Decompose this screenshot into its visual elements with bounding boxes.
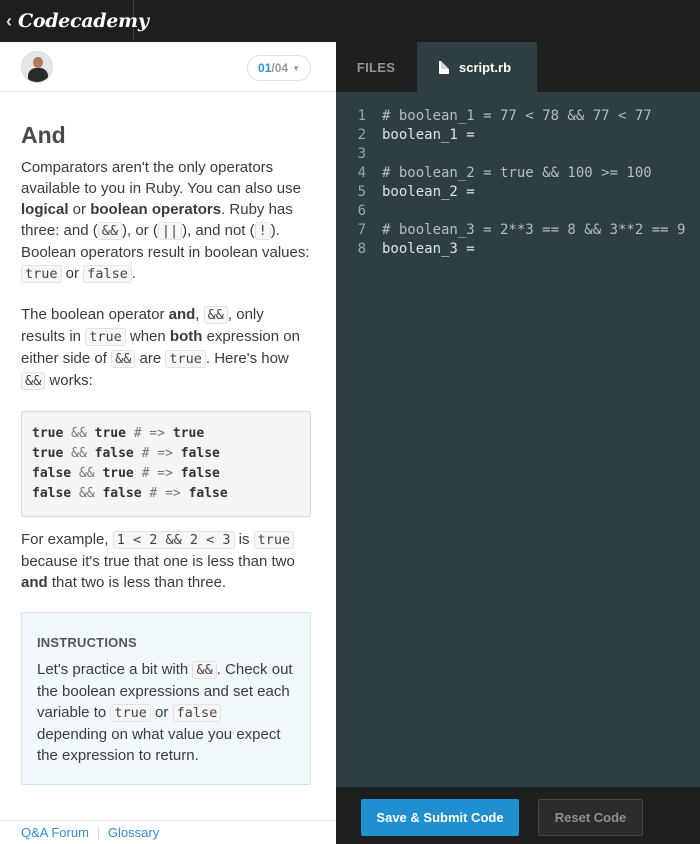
- footer-divider: [98, 826, 99, 840]
- text: , only results in: [21, 306, 264, 345]
- reset-code-button[interactable]: Reset Code: [538, 799, 643, 836]
- code-line: [32, 484, 300, 504]
- code-token: &&: [63, 446, 95, 461]
- code-token: false: [32, 486, 72, 501]
- instructions-box: [21, 612, 311, 785]
- code-token: false: [180, 466, 220, 481]
- code-editor[interactable]: [336, 107, 700, 259]
- text: is: [234, 531, 254, 548]
- bold-text: both: [169, 328, 203, 345]
- line-number: 1: [357, 108, 366, 124]
- inline-code: false: [83, 265, 132, 283]
- code-token: false: [102, 486, 142, 501]
- inline-code: &&: [98, 222, 122, 240]
- text: The boolean operator: [21, 306, 169, 323]
- line-text[interactable]: boolean_2 =: [382, 184, 484, 200]
- code-token: false: [94, 446, 134, 461]
- inline-code: &&: [111, 350, 135, 368]
- inline-code: &&: [192, 661, 216, 679]
- inline-code: true: [21, 265, 62, 283]
- lesson-body: [0, 122, 336, 785]
- paragraph-intro: [21, 157, 311, 285]
- bold-text: logical: [21, 201, 69, 218]
- inline-code: ||: [158, 222, 182, 240]
- text: because it's true that one is less than two: [21, 553, 295, 570]
- inline-code: false: [173, 704, 222, 722]
- text: ,: [195, 306, 204, 323]
- file-icon: [439, 61, 449, 74]
- text: works:: [45, 372, 93, 389]
- line-number: 3: [357, 146, 366, 162]
- code-line: [32, 464, 300, 484]
- line-text[interactable]: [366, 202, 382, 221]
- inline-code: true: [165, 350, 206, 368]
- brand-logo: Codecademy: [18, 10, 149, 32]
- avatar-head: [33, 57, 43, 68]
- bold-text: boolean operators: [90, 201, 222, 218]
- editor-tabs: [336, 42, 700, 92]
- line-number: 6: [357, 203, 366, 219]
- code-token: true: [32, 446, 64, 461]
- line-number: 5: [357, 184, 366, 200]
- save-submit-button[interactable]: Save & Submit Code: [361, 799, 519, 836]
- text: or: [68, 201, 91, 218]
- editor-line: [336, 126, 700, 145]
- line-text[interactable]: # boolean_1 = 77 < 78 && 77 < 77: [382, 108, 652, 124]
- text: ). Boolean operators result in boolean values:: [21, 222, 310, 261]
- brand-home-link[interactable]: [0, 0, 149, 42]
- inline-code: true: [254, 531, 295, 549]
- line-number: 8: [357, 241, 366, 257]
- avatar-body: [28, 68, 48, 83]
- tab-files[interactable]: FILES: [356, 59, 396, 75]
- editor-line: [336, 202, 700, 221]
- line-text[interactable]: boolean_3 =: [382, 241, 484, 257]
- line-number: 2: [357, 127, 366, 143]
- caret-down-icon: ▼: [292, 63, 300, 73]
- code-line: [32, 444, 300, 464]
- text: Let's practice a bit with: [37, 661, 193, 678]
- code-token: # =>: [133, 466, 181, 481]
- code-line: [32, 424, 300, 444]
- tab-script-rb[interactable]: [417, 42, 537, 92]
- editor-line: [336, 221, 700, 240]
- lesson-footer: [0, 820, 336, 844]
- line-number: 4: [357, 165, 366, 181]
- text: expression on either side of: [21, 328, 300, 367]
- text: . Ruby has three: and (: [21, 201, 293, 239]
- editor-line: [336, 240, 700, 259]
- code-token: false: [32, 466, 72, 481]
- code-token: &&: [71, 486, 103, 501]
- editor-line: [336, 183, 700, 202]
- editor-line: [336, 145, 700, 164]
- code-token: &&: [63, 426, 95, 441]
- editor-pane: [336, 42, 700, 844]
- code-token: # =>: [133, 446, 181, 461]
- line-text[interactable]: # boolean_2 = true && 100 >= 100: [382, 165, 652, 181]
- editor-action-bar: [336, 787, 700, 844]
- inline-code: true: [110, 704, 151, 722]
- glossary-link[interactable]: Glossary: [107, 825, 160, 840]
- code-token: true: [94, 426, 126, 441]
- lesson-header: [0, 42, 336, 92]
- line-number: 7: [357, 222, 366, 238]
- text: when: [125, 328, 170, 345]
- text: For example,: [21, 531, 113, 548]
- code-example-block: [21, 411, 311, 517]
- editor-line: [336, 107, 700, 126]
- code-token: true: [102, 466, 134, 481]
- qa-forum-link[interactable]: Q&A Forum: [21, 825, 89, 840]
- pager-current: 01: [258, 61, 272, 75]
- text: ), or (: [121, 222, 158, 239]
- text: or: [61, 265, 84, 282]
- text: or: [150, 704, 173, 721]
- inline-code: true: [85, 328, 126, 346]
- inline-code: &&: [21, 372, 45, 390]
- text: ), and not (: [182, 222, 255, 239]
- text: . Check out the boolean expressions and set each variable to: [37, 661, 293, 721]
- inline-code: !: [255, 222, 271, 240]
- text: are: [135, 350, 166, 367]
- top-bar: [0, 0, 700, 42]
- line-text[interactable]: # boolean_3 = 2**3 == 8 && 3**2 == 9: [382, 222, 686, 238]
- code-token: &&: [71, 466, 103, 481]
- text: .: [131, 265, 137, 282]
- inline-code: 1 < 2 && 2 < 3: [113, 531, 235, 549]
- code-token: true: [172, 426, 205, 441]
- editor-line: [336, 164, 700, 183]
- line-text[interactable]: [366, 145, 382, 164]
- bold-text: and: [168, 306, 196, 323]
- pager-total: /04: [271, 61, 289, 75]
- chevron-left-icon: ‹: [6, 10, 12, 31]
- inline-code: &&: [204, 306, 228, 324]
- code-token: # =>: [125, 426, 173, 441]
- text: Comparators aren't the only operators available to you in Ruby. You can also use: [21, 159, 301, 197]
- tab-file-label: script.rb: [459, 59, 512, 75]
- instructions-heading: INSTRUCTIONS: [37, 635, 137, 650]
- exercise-pager[interactable]: [247, 55, 311, 81]
- lesson-title: And: [21, 122, 66, 148]
- text: . Here's how: [205, 350, 289, 367]
- paragraph-example: [21, 529, 311, 593]
- paragraph-and-operator: [21, 304, 311, 392]
- bold-text: and: [21, 574, 48, 591]
- code-token: # =>: [141, 486, 189, 501]
- code-token: false: [188, 486, 228, 501]
- text: depending on what value you expect the expression to return.: [37, 726, 281, 764]
- line-text[interactable]: boolean_1 =: [382, 127, 484, 143]
- instructions-text: [37, 659, 295, 766]
- lesson-pane: [0, 42, 336, 844]
- avatar[interactable]: [21, 51, 53, 83]
- text: that two is less than three.: [47, 574, 227, 591]
- code-token: false: [180, 446, 220, 461]
- code-token: true: [32, 426, 64, 441]
